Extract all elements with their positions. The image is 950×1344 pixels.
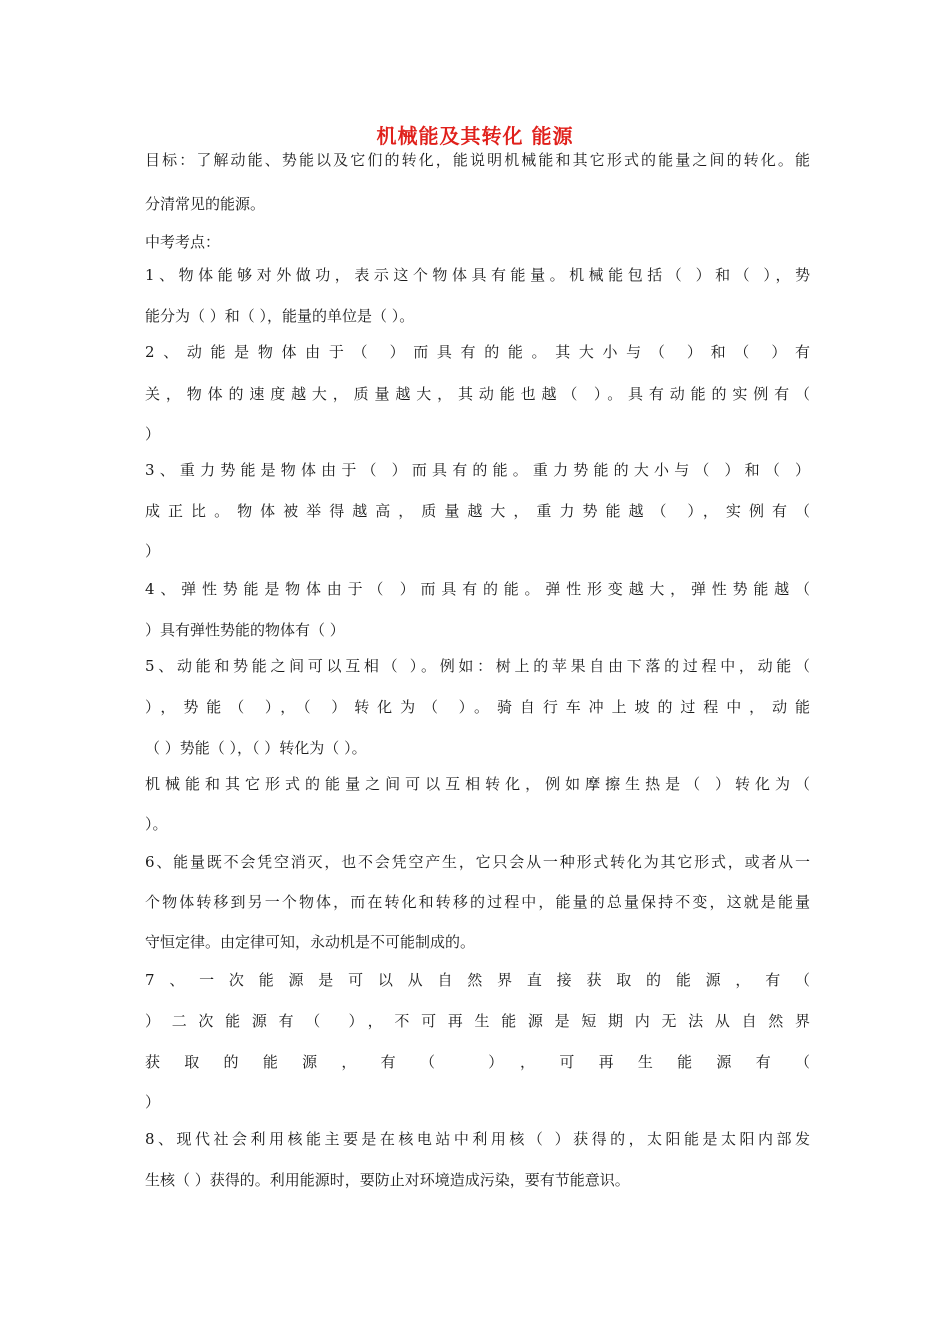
text-line: ） — [145, 425, 161, 443]
text-line: （ ）势能（ ），（ ）转化为（ ）。 — [145, 739, 367, 757]
text-line: 1、物体能够对外做功，表示这个物体具有能量。机械能包括（ ）和（ ），势 — [145, 266, 810, 284]
text-line: 6、能量既不会凭空消灭，也不会凭空产生，它只会从一种形式转化为其它形式，或者从一 — [145, 853, 810, 871]
text-line: ）具有弹性势能的物体有（ ） — [145, 621, 345, 639]
text-line: 成正比。物体被举得越高，质量越大，重力势能越（ ），实例有（ — [145, 502, 810, 520]
text-line: 8、现代社会利用核能主要是在核电站中利用核（ ）获得的，太阳能是太阳内部发 — [145, 1130, 810, 1148]
text-line: ） — [145, 1093, 161, 1111]
text-line: 关，物体的速度越大，质量越大，其动能也越（ ）。具有动能的实例有（ — [145, 385, 810, 403]
text-line: ）二次能源有（ ），不可再生能源是短期内无法从自然界 — [145, 1012, 810, 1030]
page-title: 机械能及其转化 能源 — [376, 124, 574, 148]
text-line: 目标：了解动能、势能以及它们的转化，能说明机械能和其它形式的能量之间的转化。能 — [145, 151, 810, 169]
text-line: 3、重力势能是物体由于（ ）而具有的能。重力势能的大小与（ ）和（ ） — [145, 461, 810, 479]
text-line: ）。 — [145, 815, 168, 833]
text-line: 生核（ ）获得的。利用能源时，要防止对环境造成污染，要有节能意识。 — [145, 1171, 630, 1189]
text-line: 5、动能和势能之间可以互相（ ）。例如：树上的苹果自由下落的过程中，动能（ — [145, 657, 810, 675]
text-line: 2、动能是物体由于（ ）而具有的能。其大小与（ ）和（ ）有 — [145, 343, 810, 361]
text-line: 守恒定律。由定律可知，永动机是不可能制成的。 — [145, 933, 476, 951]
text-line: 中考考点： — [145, 233, 221, 251]
text-line: ） — [145, 542, 161, 560]
text-line: 能分为（ ）和（ ），能量的单位是（ ）。 — [145, 307, 415, 325]
text-line: 个物体转移到另一个物体，而在转化和转移的过程中，能量的总量保持不变，这就是能量 — [145, 893, 810, 911]
text-line: ），势能（ ），（ ）转化为（ ）。骑自行车冲上坡的过程中，动能 — [145, 698, 810, 716]
text-line: 分清常见的能源。 — [145, 195, 266, 213]
text-line: 获取的能源，有（ ），可再生能源有（ — [145, 1053, 810, 1071]
text-line: 机械能和其它形式的能量之间可以互相转化，例如摩擦生热是（ ）转化为（ — [145, 775, 810, 793]
text-line: 4、弹性势能是物体由于（ ）而具有的能。弹性形变越大，弹性势能越（ — [145, 580, 810, 598]
text-line: 7、一次能源是可以从自然界直接获取的能源，有（ — [145, 971, 810, 989]
